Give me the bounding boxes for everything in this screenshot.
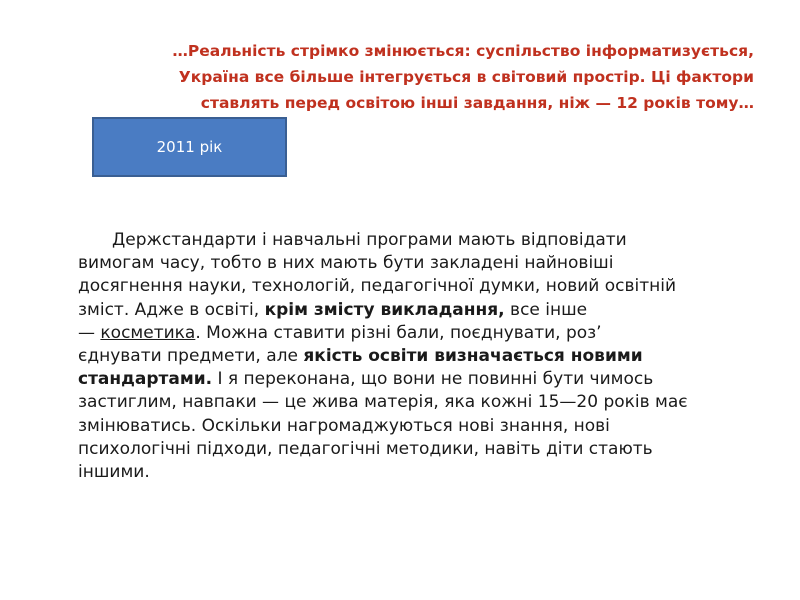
- slide-heading: [78, 38, 754, 116]
- heading-line: …Реальність стрімко змінюється: суспільство інформатизується,: [172, 42, 754, 60]
- body-line: стандартами. І я переконана, що вони не повинні бути чимось: [78, 369, 654, 390]
- year-box: [92, 117, 287, 177]
- body-line: застиглим, навпаки — це жива матерія, яка кожні 15—20 років має: [78, 392, 688, 413]
- underlined-word: косметика: [100, 322, 196, 343]
- body-line: Держстандарти і навчальні програми мають відповідати: [112, 230, 627, 250]
- body-line: єднувати предмети, але якість освіти визначається новими: [78, 346, 643, 367]
- body-line: вимогам часу, тобто в них мають бути закладені найновіші: [78, 253, 614, 274]
- bold-phrase: стандартами.: [78, 369, 213, 390]
- body-line: досягнення науки, технологій, педагогічної думки, новий освітній: [78, 276, 677, 297]
- bold-phrase: крім змісту викладання,: [264, 299, 505, 320]
- body-line: зміст. Адже в освіті, крім змісту викладання, все інше: [78, 299, 588, 320]
- body-paragraph: [78, 229, 758, 484]
- heading-line: ставлять перед освітою інші завдання, ніж — 12 років тому…: [200, 94, 754, 112]
- bold-phrase: якість освіти визначається новими: [303, 346, 643, 367]
- body-line: іншими.: [78, 462, 150, 483]
- body-line: — косметика. Можна ставити різні бали, поєднувати, роз’: [78, 322, 602, 343]
- year-label: 2011 рік: [156, 138, 223, 156]
- body-line: змінюватись. Оскільки нагромаджуються нові знання, нові: [78, 415, 610, 436]
- body-line: психологічні підходи, педагогічні методики, навіть діти стають: [78, 438, 653, 459]
- heading-line: Україна все більше інтегрується в світовий простір. Ці фактори: [178, 68, 754, 86]
